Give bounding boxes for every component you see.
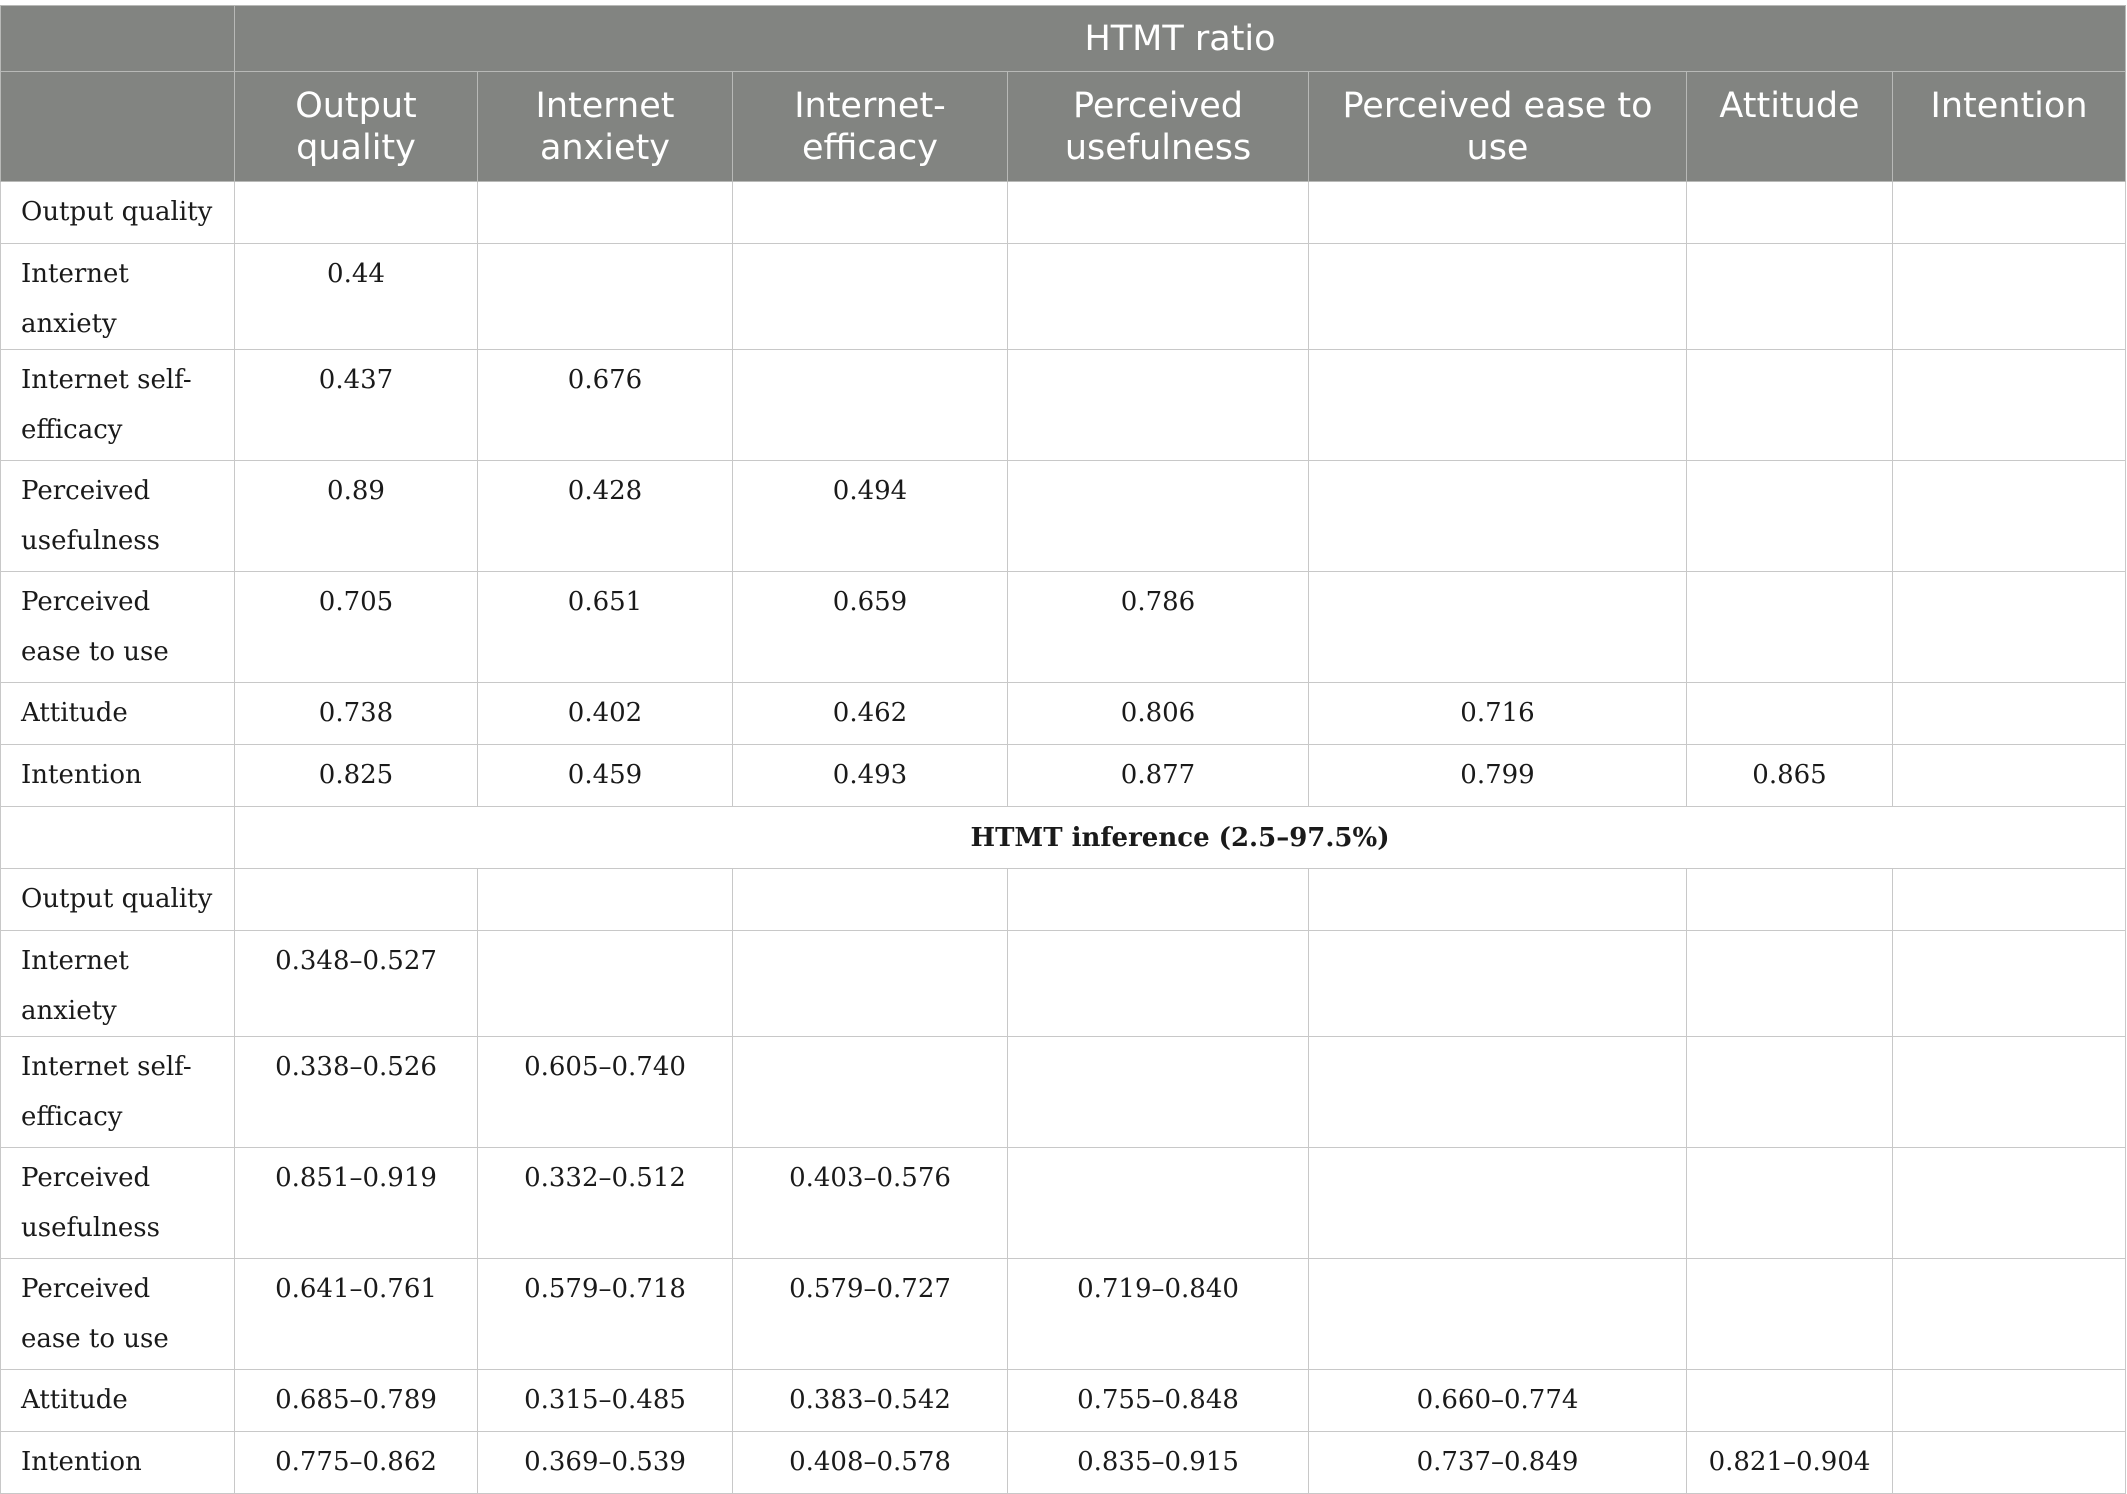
table-cell: 0.402 <box>478 683 733 745</box>
row-label: Output quality <box>1 869 235 931</box>
inference-row-perceived-usefulness <box>1 1148 2126 1259</box>
table-cell: 0.865 <box>1687 745 1893 807</box>
table-header <box>1 6 2126 182</box>
inference-row-attitude <box>1 1370 2126 1432</box>
table-cell: 0.738 <box>235 683 478 745</box>
table-cell: 0.651 <box>478 572 733 683</box>
table-cell <box>733 869 1008 931</box>
table-cell <box>1008 931 1309 1037</box>
row-label: Internet self-efficacy <box>1 1037 235 1148</box>
col-header-internet-anxiety: Internet anxiety <box>478 72 733 182</box>
table-cell: 0.806 <box>1008 683 1309 745</box>
htmt-ratio-header: HTMT ratio <box>235 6 2126 72</box>
inference-row-internet-anxiety <box>1 931 2126 1037</box>
col-header-perceived-usefulness: Perceived usefulness <box>1008 72 1309 182</box>
table-cell: 0.877 <box>1008 745 1309 807</box>
section-corner <box>1 807 235 869</box>
table-cell <box>1008 1037 1309 1148</box>
table-cell <box>733 931 1008 1037</box>
row-label: Perceived usefulness <box>1 461 235 572</box>
table-cell <box>1687 350 1893 461</box>
table-cell <box>1008 461 1309 572</box>
table-cell: 0.660–0.774 <box>1309 1370 1687 1432</box>
inference-row-internet-self-efficacy <box>1 1037 2126 1148</box>
table-cell: 0.89 <box>235 461 478 572</box>
table-cell <box>1687 869 1893 931</box>
table-cell: 0.705 <box>235 572 478 683</box>
table-cell <box>1893 1148 2126 1259</box>
table-cell <box>1309 461 1687 572</box>
table-cell <box>1008 244 1309 350</box>
table-cell: 0.493 <box>733 745 1008 807</box>
table-cell <box>1687 1370 1893 1432</box>
row-label: Internet self-efficacy <box>1 350 235 461</box>
table-cell: 0.676 <box>478 350 733 461</box>
table-cell: 0.719–0.840 <box>1008 1259 1309 1370</box>
table-cell <box>1309 182 1687 244</box>
table-cell: 0.44 <box>235 244 478 350</box>
table-cell: 0.786 <box>1008 572 1309 683</box>
col-header-intention: Intention <box>1893 72 2126 182</box>
table-cell <box>1309 1259 1687 1370</box>
table-cell <box>733 350 1008 461</box>
table-cell: 0.428 <box>478 461 733 572</box>
table-cell <box>1893 1432 2126 1494</box>
table-cell <box>733 244 1008 350</box>
table-cell <box>1893 244 2126 350</box>
table-cell <box>1893 572 2126 683</box>
inference-row-output-quality <box>1 869 2126 931</box>
table-cell <box>1687 244 1893 350</box>
table-cell <box>733 1037 1008 1148</box>
table-cell <box>1687 461 1893 572</box>
table-cell <box>478 244 733 350</box>
table-cell: 0.332–0.512 <box>478 1148 733 1259</box>
table-cell: 0.685–0.789 <box>235 1370 478 1432</box>
table-cell: 0.369–0.539 <box>478 1432 733 1494</box>
table-cell <box>1008 1148 1309 1259</box>
table-cell <box>1893 931 2126 1037</box>
col-header-perceived-ease: Perceived ease to use <box>1309 72 1687 182</box>
table-cell <box>1008 182 1309 244</box>
table-cell: 0.825 <box>235 745 478 807</box>
table-cell <box>1687 931 1893 1037</box>
row-label: Attitude <box>1 1370 235 1432</box>
table-cell: 0.437 <box>235 350 478 461</box>
ratio-row-internet-self-efficacy <box>1 350 2126 461</box>
table-cell: 0.348–0.527 <box>235 931 478 1037</box>
header-column-row <box>1 72 2126 182</box>
table-cell: 0.716 <box>1309 683 1687 745</box>
table-cell <box>235 182 478 244</box>
table-cell <box>1309 350 1687 461</box>
table-cell <box>1893 869 2126 931</box>
table-cell: 0.338–0.526 <box>235 1037 478 1148</box>
table-cell: 0.579–0.727 <box>733 1259 1008 1370</box>
table-cell <box>1893 745 2126 807</box>
table-cell: 0.315–0.485 <box>478 1370 733 1432</box>
ratio-row-output-quality <box>1 182 2126 244</box>
table-cell: 0.775–0.862 <box>235 1432 478 1494</box>
table-cell: 0.755–0.848 <box>1008 1370 1309 1432</box>
table-cell <box>1008 869 1309 931</box>
ratio-row-perceived-usefulness <box>1 461 2126 572</box>
header-corner-bottom <box>1 72 235 182</box>
row-label: Perceived usefulness <box>1 1148 235 1259</box>
col-header-internet-efficacy: Internet-efficacy <box>733 72 1008 182</box>
col-header-output-quality: Output quality <box>235 72 478 182</box>
table-cell <box>1309 244 1687 350</box>
row-label: Intention <box>1 1432 235 1494</box>
table-cell: 0.799 <box>1309 745 1687 807</box>
table-cell <box>478 931 733 1037</box>
table-cell: 0.737–0.849 <box>1309 1432 1687 1494</box>
table-cell: 0.835–0.915 <box>1008 1432 1309 1494</box>
table-cell <box>478 182 733 244</box>
row-label: Perceived ease to use <box>1 1259 235 1370</box>
table-cell: 0.403–0.576 <box>733 1148 1008 1259</box>
table-cell <box>478 869 733 931</box>
table-cell <box>1008 350 1309 461</box>
table-cell: 0.579–0.718 <box>478 1259 733 1370</box>
table-cell: 0.821–0.904 <box>1687 1432 1893 1494</box>
inference-section-row <box>1 807 2126 869</box>
table-cell: 0.641–0.761 <box>235 1259 478 1370</box>
table-cell <box>1893 1259 2126 1370</box>
row-label: Perceived ease to use <box>1 572 235 683</box>
ratio-row-perceived-ease-to-use <box>1 572 2126 683</box>
col-header-attitude: Attitude <box>1687 72 1893 182</box>
ratio-row-internet-anxiety <box>1 244 2126 350</box>
table-cell <box>1309 572 1687 683</box>
table-cell <box>1309 1037 1687 1148</box>
table-cell: 0.408–0.578 <box>733 1432 1008 1494</box>
table-cell <box>1893 683 2126 745</box>
table-cell: 0.659 <box>733 572 1008 683</box>
table-cell <box>1687 572 1893 683</box>
table-cell <box>1687 683 1893 745</box>
table-cell: 0.459 <box>478 745 733 807</box>
table-cell: 0.383–0.542 <box>733 1370 1008 1432</box>
header-group-row <box>1 6 2126 72</box>
table-cell <box>1893 1370 2126 1432</box>
inference-row-perceived-ease-to-use <box>1 1259 2126 1370</box>
header-corner-top <box>1 6 235 72</box>
row-label: Intention <box>1 745 235 807</box>
inference-row-intention <box>1 1432 2126 1494</box>
table-cell <box>1687 1037 1893 1148</box>
table-cell <box>1687 1148 1893 1259</box>
ratio-row-attitude <box>1 683 2126 745</box>
table-body <box>1 182 2126 1494</box>
table-cell <box>1893 350 2126 461</box>
table-cell <box>1309 1148 1687 1259</box>
row-label: Attitude <box>1 683 235 745</box>
table-cell <box>733 182 1008 244</box>
table-cell <box>1687 182 1893 244</box>
table-cell <box>1309 931 1687 1037</box>
htmt-table <box>0 5 2126 1494</box>
ratio-row-intention <box>1 745 2126 807</box>
table-cell <box>1893 182 2126 244</box>
table-cell <box>1687 1259 1893 1370</box>
row-label: Internet anxiety <box>1 931 235 1037</box>
table-cell: 0.605–0.740 <box>478 1037 733 1148</box>
table-cell <box>1893 1037 2126 1148</box>
htmt-inference-title: HTMT inference (2.5–97.5%) <box>235 807 2126 869</box>
table-cell: 0.494 <box>733 461 1008 572</box>
table-cell: 0.462 <box>733 683 1008 745</box>
row-label: Internet anxiety <box>1 244 235 350</box>
row-label: Output quality <box>1 182 235 244</box>
table-cell: 0.851–0.919 <box>235 1148 478 1259</box>
table-cell <box>1309 869 1687 931</box>
table-cell <box>235 869 478 931</box>
table-cell <box>1893 461 2126 572</box>
